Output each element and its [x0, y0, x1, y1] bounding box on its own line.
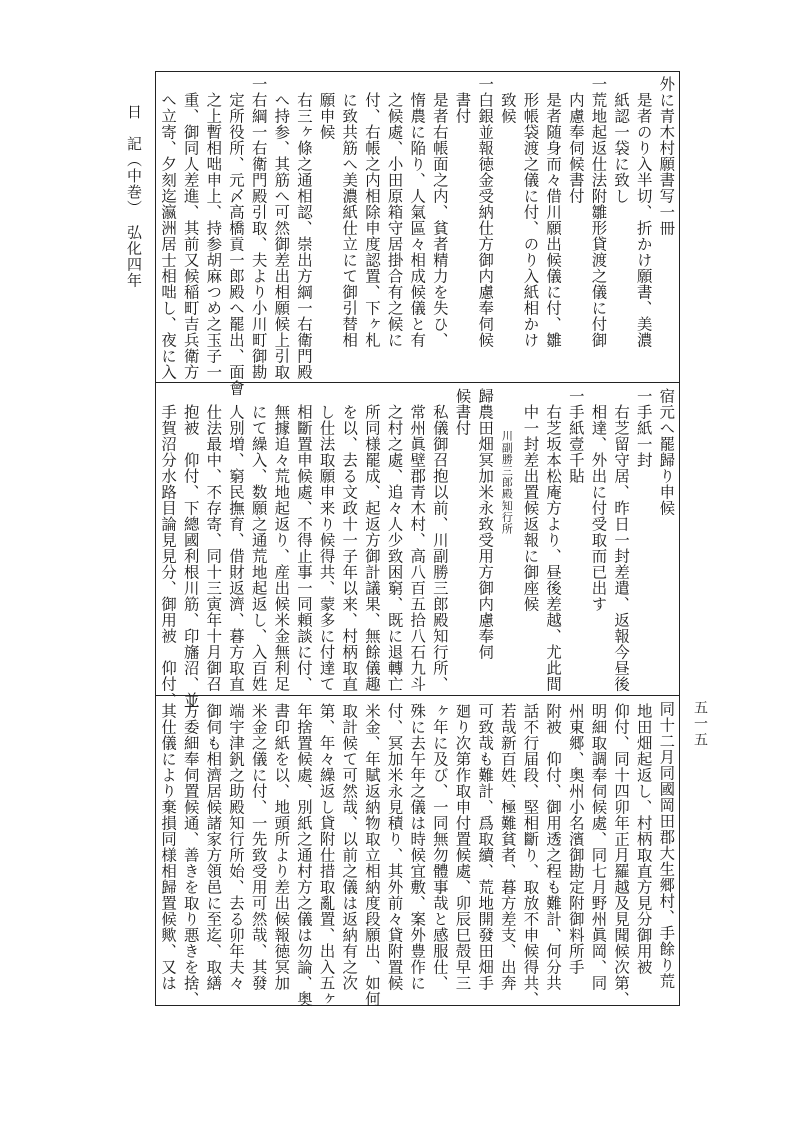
text-column: 州東郷、奥州小名濱御勘定附御料所手 [566, 703, 585, 975]
text-column: を以、去る文政十一子年以来、村柄取直 [340, 404, 359, 692]
text-column: 是者右帳面之内、貧者精力を失ひ、 [430, 92, 449, 348]
text-column: へ持参、其筋へ可然御差出相願候上引取 [272, 92, 291, 380]
text-column: へ立寄、夕刻迄瀛洲居士相咄し、夜に入 [159, 92, 178, 380]
text-column: 米金、年賦返納物取立相納度段願出、如何 [362, 703, 381, 1007]
text-column: 之上暫相咄申上、持参胡麻つめ之玉子一 [204, 92, 223, 380]
text-column: 之候處、小田原箱守居掛合有之候に [385, 92, 404, 348]
text-column: 相斷置申候處、不得止事一同頼談に付、 [294, 404, 313, 692]
band-2 [156, 388, 679, 708]
text-column: 第、年々繰返し貸附仕措取亂置、出入五ヶ [317, 703, 336, 1007]
text-column: 方委細奉伺置候通、善きを取り悪きを捨、 [181, 703, 200, 1007]
text-column: 仰付、同十四卯年正月羅越及見聞候次第、 [612, 703, 631, 1007]
text-column: 抱被 仰付、下總國利根川筋、印旛沼、並 [181, 404, 200, 708]
text-column: 宿元へ罷歸り申候 [657, 388, 676, 516]
band-divider-2 [156, 695, 679, 696]
text-column: 取計候て可然哉、以前之儀は返納有之次 [340, 703, 359, 991]
text-column: 是者のり入半切、折かけ願書、美濃 [634, 92, 653, 348]
page-number: 五一五 [692, 700, 708, 748]
band-1 [156, 76, 679, 396]
text-column: 明細取調奉伺候處、同七月野州眞岡、同 [589, 703, 608, 991]
text-column: 中一封差出置候返報に御座候 [521, 404, 540, 612]
text-column: 附被 仰付、御用透之程も難計、何分共 [544, 703, 563, 991]
text-column: 米金之儀に付、一先致受用可然哉、其發 [249, 703, 268, 991]
text-column: 形帳袋渡之儀に付、のり入紙相かけ [521, 92, 540, 348]
text-column: 右芝留守居、昨日一封差遣、返報今昼後 [612, 404, 631, 692]
text-column: 願申候 [317, 92, 336, 140]
band-divider-1 [156, 382, 679, 383]
text-column: 若哉新百姓、極難貧者、暮方差支、出奔 [498, 703, 517, 991]
text-column: 手賀沼分水路目論見見分、御用被 仰付、 [159, 404, 178, 708]
text-column: 廻り次第作取申付置候處、卯辰巳殻早三 [453, 703, 472, 991]
text-column: 是者随身而々借川願出候儀に付、雛 [544, 92, 563, 348]
text-column: 付、冥加米永見積り、其外前々貸附置候 [385, 703, 404, 991]
text-column: に致共筋へ美濃紙仕立にて御引替相 [340, 92, 359, 348]
text-column: 付、右帳之内相除申度認置、下ヶ札 [362, 92, 381, 348]
text-column: 無據追々荒地起返り、産出候米金無利足 [272, 404, 291, 692]
text-column: 端宇津釩之助殿知行所始、去る卯年夫々 [226, 703, 245, 991]
text-column: 一手紙一封 [634, 388, 653, 468]
text-column: 惰農に陥り、人氣區々相成候儀と有 [408, 92, 427, 348]
page-frame [155, 71, 680, 1006]
text-column: 話不行届段、堅相斷り、取放不申候得共、 [521, 703, 540, 1007]
running-header: 日 記（中巻） 弘化四年 [125, 104, 143, 289]
text-column: 右芝坂本松庵方より、昼後差越、尤此間 [544, 404, 563, 692]
text-column: ヶ年に及び、一同無勿體事哉と感服仕、 [430, 703, 449, 991]
text-column: 歸農田畑冥加米永致受用方御内慮奉伺 [476, 388, 495, 660]
text-column: 書付 [453, 92, 472, 124]
text-column: 殊に去午年之儀は時候宜敷、案外豊作に [408, 703, 427, 991]
text-column: 一白銀並報徳金受納仕方御内慮奉伺候 [476, 76, 495, 348]
text-column: 之村之處、追々人少致困窮、既に退轉亡 [385, 404, 404, 692]
text-column: 定所役所、元〆高橋貢一郎殿へ罷出、面會 [226, 92, 245, 396]
text-column: 常州眞壁郡青木村、高八百五拾八石九斗 [408, 404, 427, 692]
text-column: 地田畑起返し、村柄取直方見分御用被 [634, 703, 653, 975]
text-column: 私儀御召抱以前、川副勝三郎殿知行所、 [430, 404, 449, 692]
text-column: 御伺も相濟居候諸家方領邑に至迄、取繕 [204, 703, 223, 991]
text-column: 致候 [498, 92, 517, 124]
text-column: 同十二月同國岡田郡大生郷村、手餘り荒 [657, 701, 676, 989]
text-column: 重、御同人差進、其前又候稲町吉兵衛方 [181, 92, 200, 380]
text-column: 年捨置候處、別紙之通村方之儀は勿論、奥 [294, 703, 313, 1007]
text-column: 人別増、窮民撫育、借財返濟、暮方取直 [226, 404, 245, 692]
text-column: 書印紙を以、地頭所より差出候報徳冥加 [272, 703, 291, 991]
text-column: 一手紙壹千貼 [566, 388, 585, 484]
text-column: 一荒地起返仕法附雛形貸渡之儀に付御 [589, 76, 608, 348]
text-column: し仕法取願申来り候得共、蒙多に付達て [317, 404, 336, 692]
text-column: 所同様罷成、起返方御計議果、無餘儀趣 [362, 404, 381, 692]
text-column: 一右綱一右衛門殿引取、夫より小川町御勘 [249, 76, 268, 380]
text-column: 内慮奉伺候書付 [566, 92, 585, 204]
band-3 [156, 701, 679, 1007]
text-column: 仕法最中、不存寄、同十三寅年十月御召 [204, 404, 223, 692]
text-column: 相達、外出に付受取而已出す [589, 404, 608, 612]
text-column: 紙認一袋に致し [612, 92, 631, 204]
text-column: 川副勝三郎殿知行所 [500, 430, 514, 535]
text-column: 右三ヶ條之通相認、崇出方綱一右衛門殿 [294, 92, 313, 380]
text-column: 其仕儀により棄損同様相歸置候歟、又は [159, 703, 178, 991]
text-column: 候書付 [453, 388, 472, 436]
text-column: にて繰入、数願之通荒地起返し、入百姓 [249, 404, 268, 692]
text-column: 外に青木村願書写一冊 [657, 76, 676, 236]
text-column: 可致哉も難計、爲取續、荒地開發田畑手 [476, 703, 495, 991]
